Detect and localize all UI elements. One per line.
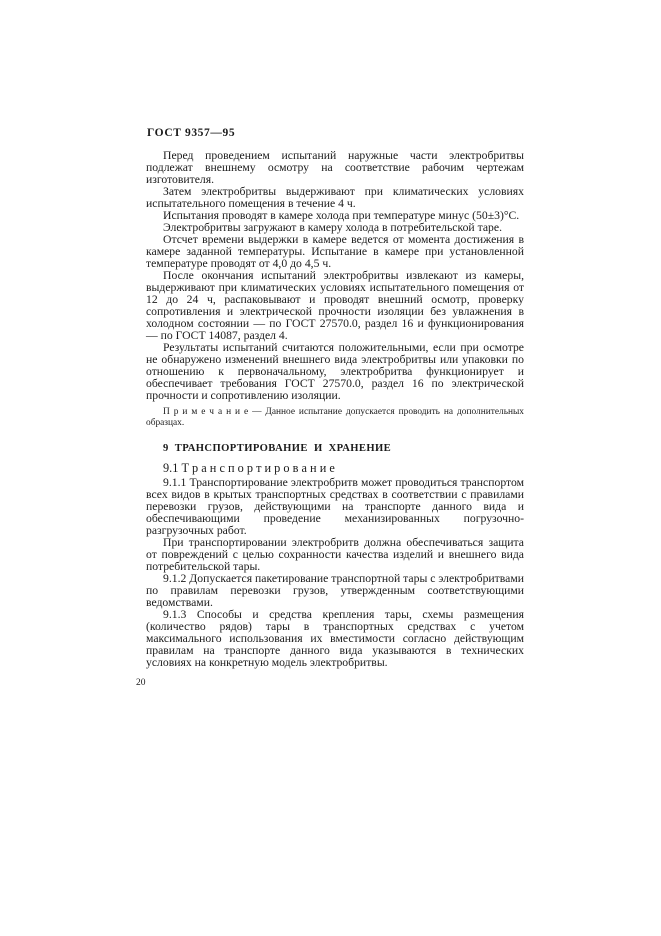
body-paragraph: Отсчет времени выдержки в камере ведется от момента достижения в камере заданной температуры. Испытание в камере при установленной температуре проводят от 4,0 до 4,5 ч.: [146, 233, 524, 270]
body-paragraph: Электробритвы загружают в камеру холода в потребительской таре.: [163, 221, 502, 234]
text-block: [146, 150, 524, 669]
subsection-heading: 9.1 Т р а н с п о р т и р о в а н и е: [163, 460, 335, 475]
standard-designation-header: ГОСТ 9357—95: [147, 127, 236, 139]
body-paragraph: Результаты испытаний считаются положительными, если при осмотре не обнаружено изменений внешнего вида электробритвы или упаковки по отношению к первоначальному, электробритва функционирует и обеспечивает требования ГОСТ 27570.0, раздел 16 по электрической прочности и сопротивлению изоляции.: [146, 341, 524, 402]
body-paragraph: 9.1.3 Способы и средства крепления тары, схемы размещения (количество рядов) тары в транспортных средствах с учетом максимального использования их вместимости согласно действующим правилам на транспорте данного вида указываются в технических условиях на конкретную модель электробритвы.: [146, 607, 524, 669]
body-paragraph: 9.1.2 Допускается пакетирование транспортной тары с электробритвами по правилам перевозки грузов, утвержденным соответствующими ведомствами.: [146, 571, 524, 609]
note-paragraph: П р и м е ч а н и е — Данное испытание допускается проводить на дополнительных образцах.: [146, 407, 524, 429]
body-paragraph: 9.1.1 Транспортирование электробритв может проводиться транспортом всех видов в крытых транспортных средствах в соответствии с правилами перевозки грузов, действующими на транспорте данного вида и обеспечивающими проведение механизированных погрузочно-разгрузочных работ.: [146, 475, 524, 537]
body-paragraph: При транспортировании электробритв должна обеспечиваться защита от повреждений с целью сохранности качества изделий и внешнего вида потребительской тары.: [146, 535, 524, 573]
page-number: 20: [136, 678, 146, 688]
body-paragraph: Испытания проводят в камере холода при температуре минус (50±3)°С.: [163, 209, 520, 222]
body-paragraph: Затем электробритвы выдерживают при климатических условиях испытательного помещения в течение 4 ч.: [146, 185, 524, 210]
body-paragraph: После окончания испытаний электробритвы извлекают из камеры, выдерживают при климатических условиях испытательного помещения от 12 до 24 ч, распаковывают и проводят внешний осмотр, проверку сопротивления и электрической прочности изоляции без увлажнения в холодном состоянии — по ГОСТ 27570.0, раздел 16 и функционирования — по ГОСТ 14087, раздел 4.: [146, 269, 524, 342]
section-heading: 9 ТРАНСПОРТИРОВАНИЕ И ХРАНЕНИЕ: [163, 442, 392, 454]
body-paragraph: Перед проведением испытаний наружные части электробритвы подлежат внешнему осмотру на соответствие рабочим чертежам изготовителя.: [146, 149, 524, 186]
